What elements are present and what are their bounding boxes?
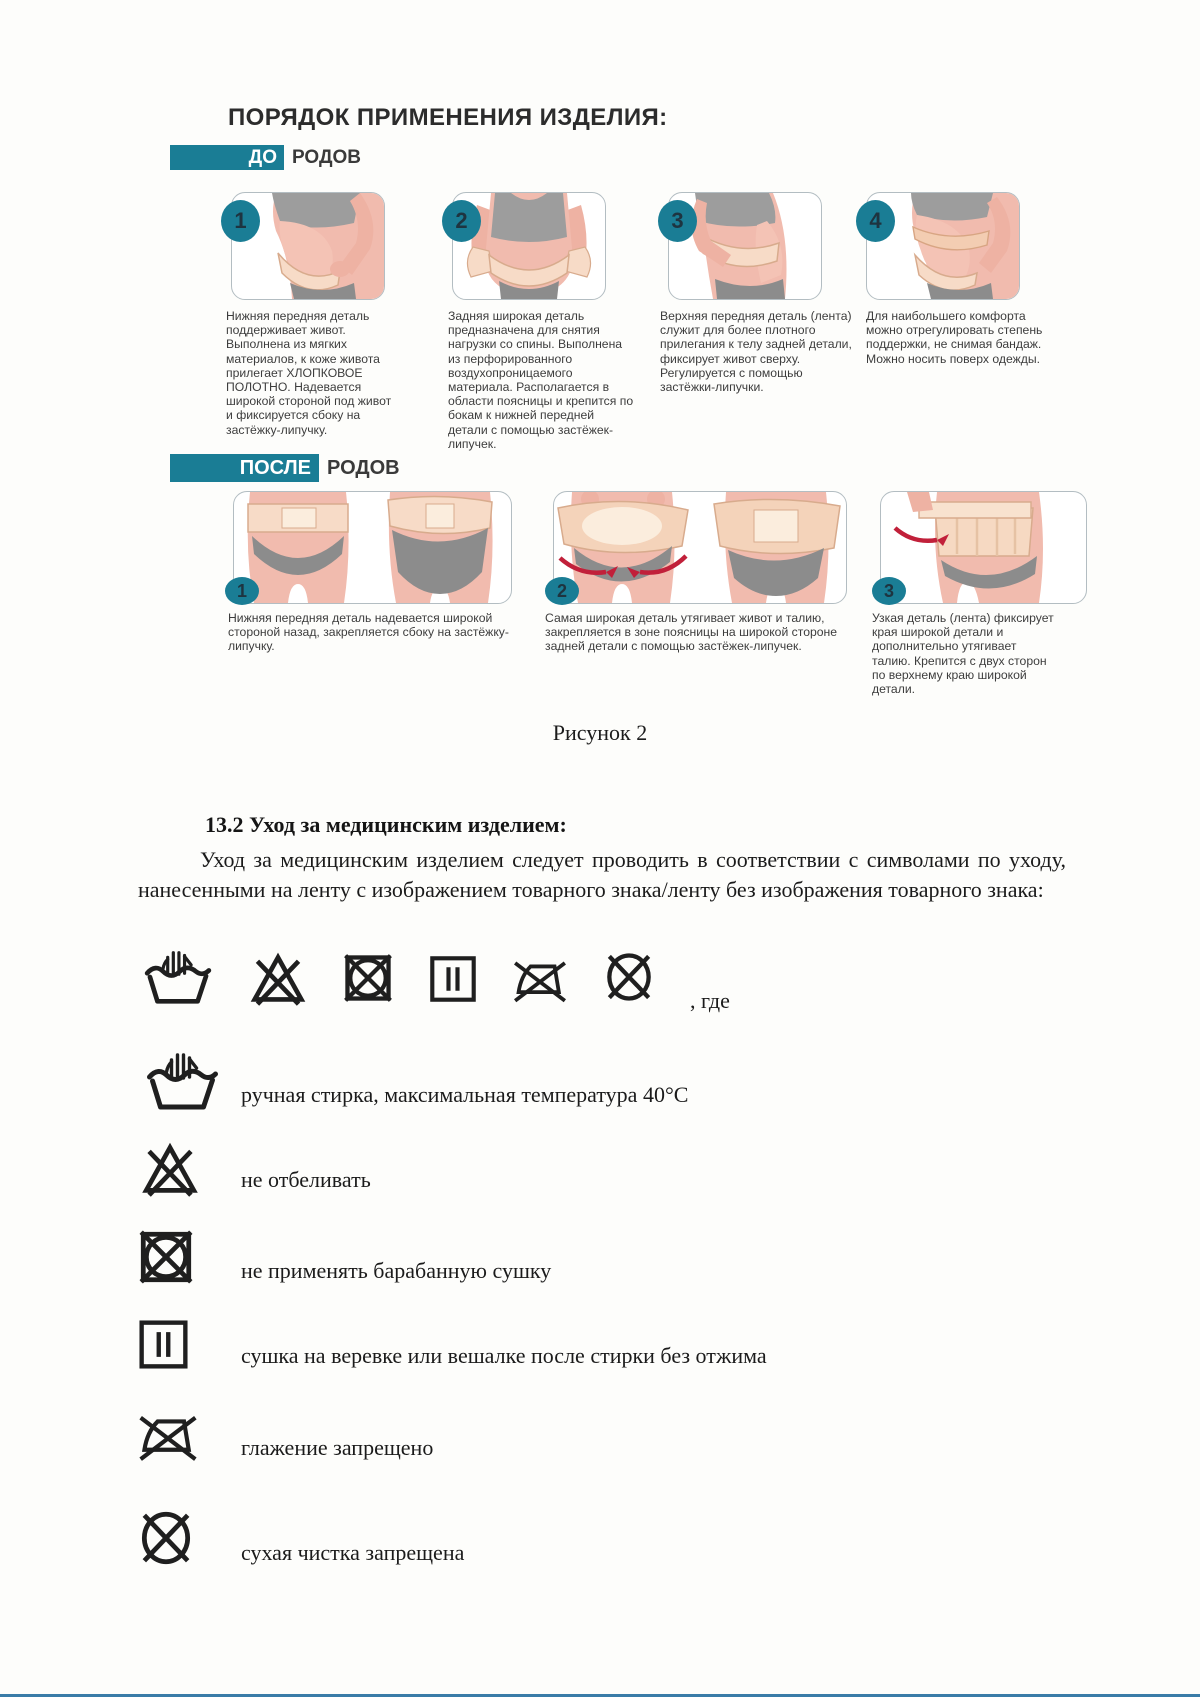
hand-wash-icon <box>135 1050 241 1112</box>
after-step-2-illustration <box>553 491 847 604</box>
care-item-label: ручная стирка, максимальная температура 40°C <box>241 1082 689 1107</box>
before-tag-highlight: ДО <box>170 145 284 170</box>
care-section-heading: 13.2 Уход за медицинским изделием: <box>205 812 567 837</box>
after-step-3-illustration <box>880 491 1087 604</box>
drip-dry-icon <box>135 1316 241 1373</box>
postpartum-tape-fix-illustration <box>881 492 1086 603</box>
step-number-badge: 4 <box>856 200 895 242</box>
after-step-2-caption: Самая широкая деталь утягивает живот и талию, закрепляется в зоне поясницы на широкой стороне задней детали с помощью застёжек-липучек. <box>545 611 838 654</box>
no-tumble-dry-icon <box>340 950 396 1006</box>
postpartum-wide-band-wrap-illustration <box>554 492 846 603</box>
step-number-badge: 3 <box>658 200 697 242</box>
after-tag-rest: РОДОВ <box>327 456 400 479</box>
care-item-no-tumble-dry <box>135 1226 551 1288</box>
hand-wash-icon <box>140 948 216 1006</box>
no-bleach-icon <box>135 1140 241 1197</box>
step-number-badge: 3 <box>872 577 906 605</box>
care-item-hand-wash <box>135 1050 688 1112</box>
postpartum-band-front-back-illustration <box>234 492 511 603</box>
after-step-1-caption: Нижняя передняя деталь надевается широкой стороной назад, закрепляется сбоку на застёжку-липучку. <box>228 611 509 654</box>
step-number-badge: 1 <box>225 577 259 605</box>
care-item-label: не применять барабанную сушку <box>241 1258 552 1283</box>
no-iron-icon <box>135 1410 241 1465</box>
care-item-no-iron <box>135 1410 433 1465</box>
care-item-label: сушка на веревке или вешалке после стирки без отжима <box>241 1343 767 1368</box>
step-number-badge: 2 <box>442 200 481 242</box>
no-iron-icon <box>510 956 570 1006</box>
before-step-1-caption: Нижняя передняя деталь поддерживает живот. Выполнена из мягких материалов, к коже живота прилегает ХЛОПКОВОЕ ПОЛОТНО. Надевается широкой стороной под живот и фиксируется сбоку на застёжку-липучку. <box>226 309 392 437</box>
no-bleach-icon <box>246 950 310 1006</box>
after-tag-highlight: ПОСЛЕ <box>170 454 319 482</box>
before-birth-heading <box>170 145 361 170</box>
care-item-no-bleach <box>135 1140 371 1197</box>
before-tag-rest: РОДОВ <box>292 146 361 168</box>
drip-dry-icon <box>426 952 480 1006</box>
usage-section-title: ПОРЯДОК ПРИМЕНЕНИЯ ИЗДЕЛИЯ: <box>228 104 668 131</box>
care-symbols-row <box>140 948 730 1013</box>
after-step-1-illustration <box>233 491 512 604</box>
after-birth-heading <box>170 454 400 482</box>
care-item-drip-dry <box>135 1316 767 1373</box>
step-number-badge: 1 <box>221 200 260 242</box>
before-step-4-caption: Для наибольшего комфорта можно отрегулировать степень поддержки, не снимая бандаж. Можно носить поверх одежды. <box>866 309 1043 366</box>
care-item-label: сухая чистка запрещена <box>241 1540 465 1565</box>
care-item-label: не отбеливать <box>241 1167 371 1192</box>
no-dry-clean-icon <box>600 948 658 1006</box>
no-tumble-dry-icon <box>135 1226 241 1288</box>
after-step-3-caption: Узкая деталь (лента) фиксирует края широкой детали и дополнительно утягивает талию. Крепится с двух сторон по верхнему краю широкой детали. <box>872 611 1054 697</box>
step-number-badge: 2 <box>545 577 579 605</box>
symbols-row-suffix: , где <box>690 988 730 1013</box>
figure-caption: Рисунок 2 <box>552 720 648 745</box>
care-item-label: глажение запрещено <box>241 1435 434 1460</box>
before-step-3-caption: Верхняя передняя деталь (лента) служит для более плотного прилегания к телу задней детали, фиксирует живот сверху. Регулируется с помощью застёжки-липучки. <box>660 309 852 395</box>
care-item-no-dry-clean <box>135 1506 464 1570</box>
care-intro-paragraph: Уход за медицинским изделием следует проводить в соответствии с символами по уходу, нанесенными на ленту с изображением товарного знака/ленту без изображения товарного знака: <box>138 847 1066 902</box>
no-dry-clean-icon <box>135 1506 241 1570</box>
before-step-2-caption: Задняя широкая деталь предназначена для снятия нагрузки со спины. Выполнена из перфорированного воздухопроницаемого материала. Располагается в области поясницы и крепится по бокам к нижней передней детали с помощью застёжек-липучек. <box>448 309 634 451</box>
